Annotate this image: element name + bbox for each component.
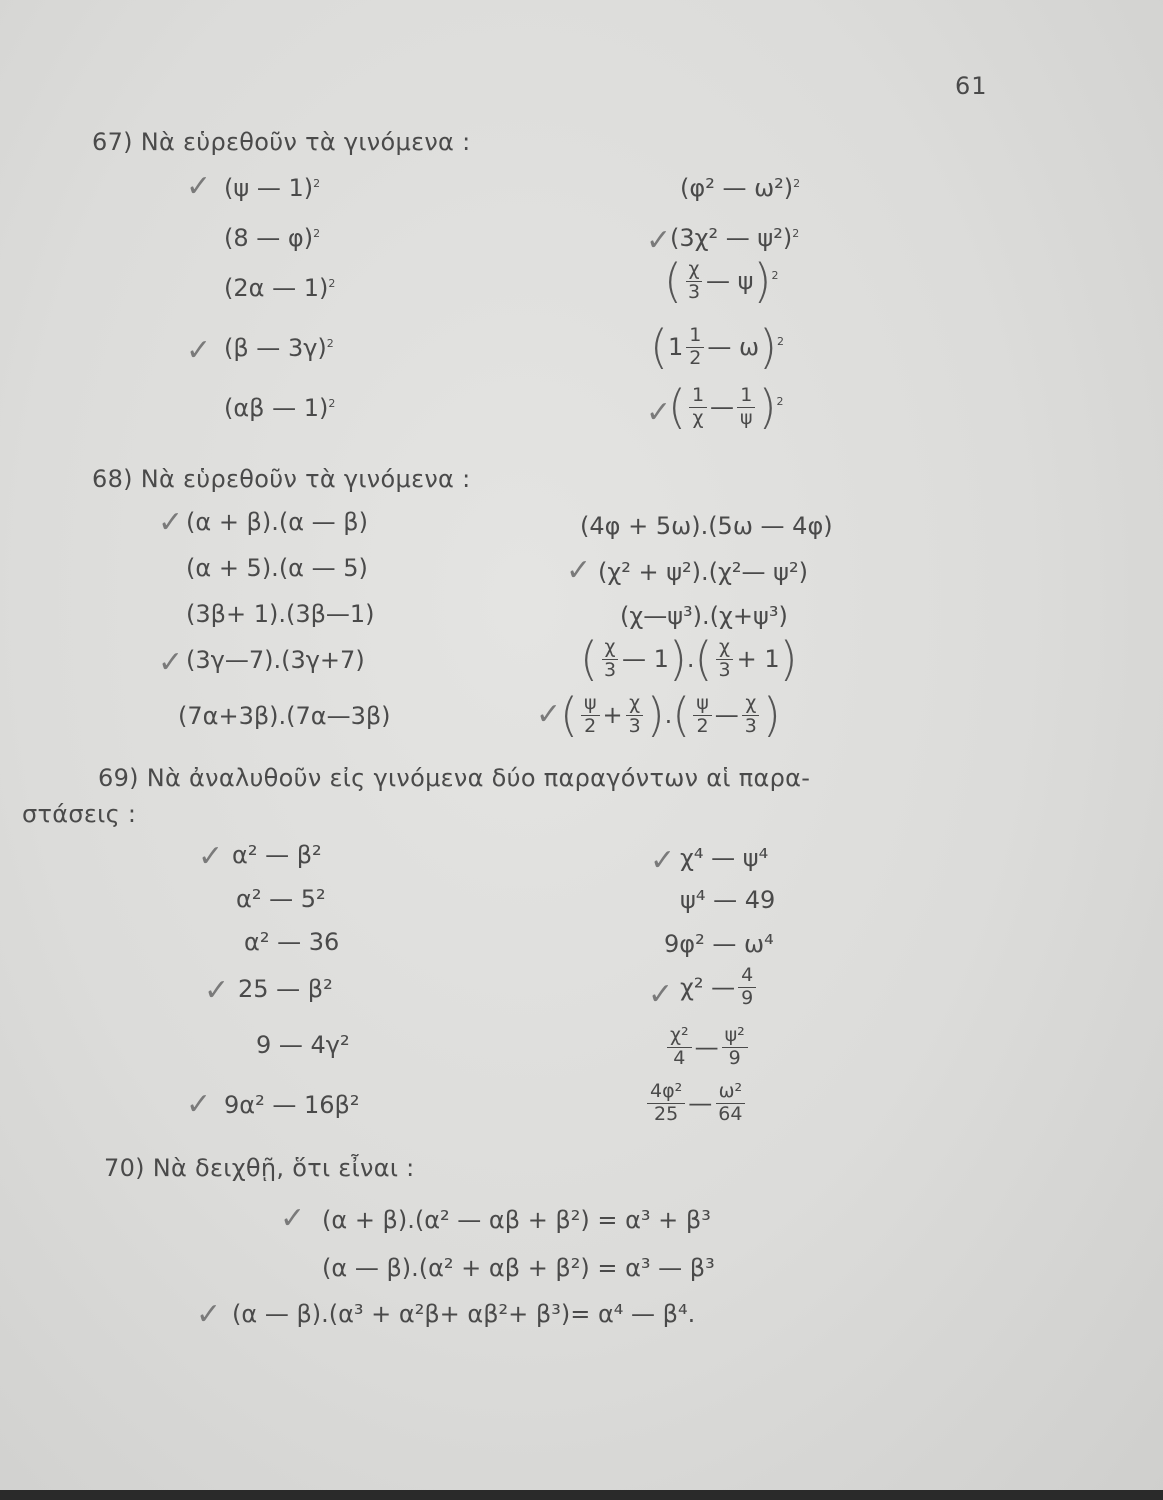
- ex69-right-3: 9φ² — ω⁴: [664, 930, 774, 958]
- ex67-left-1: (ψ — 1)$^2$: [224, 174, 321, 202]
- ex67-right-4: (1 $\frac{1}{2}$ — ω)$^2$: [650, 320, 785, 374]
- fraction: $\frac{\chi}{3}$: [626, 694, 644, 737]
- ex69-left-4: 25 — β²: [238, 975, 333, 1003]
- check-mark-icon: ✓: [566, 553, 592, 588]
- exercise-69-heading-line1: 69) Νὰ ἀναλυθοῦν εἰς γινόμενα δύο παραγόντων αἱ παρα-: [98, 764, 811, 792]
- ex67-right-2: (3χ² — ψ²)$^2$: [670, 224, 800, 252]
- ex67-left-4: (β — 3γ)$^2$: [224, 334, 334, 362]
- check-mark-icon: ✓: [280, 1201, 306, 1236]
- ex68-left-2: (α + 5).(α — 5): [186, 554, 368, 582]
- ex67-left-3: (2α — 1)$^2$: [224, 274, 336, 302]
- exercise-69-heading-line2: στάσεις :: [22, 800, 137, 828]
- fraction: $\frac{\chi}{3}$: [742, 694, 760, 737]
- fraction: $\frac{\chi}{3}$: [716, 638, 734, 681]
- ex67-right-5: ( $\frac{1}{\chi}$ — $\frac{1}{\psi}$ )$^2$: [668, 380, 784, 434]
- ex69-right-2: ψ⁴ — 49: [680, 886, 776, 914]
- page-bottom-edge: [0, 1490, 1163, 1500]
- ex68-left-1: (α + β).(α — β): [186, 508, 368, 536]
- ex69-right-5: $\frac{\text{χ²}}{4}$ — $\frac{\text{ψ²}}{9}$: [664, 1026, 751, 1069]
- ex69-left-2: α² — 5²: [236, 885, 326, 913]
- check-mark-icon: ✓: [204, 973, 230, 1008]
- fraction: $\frac{\text{4φ²}}{25}$: [647, 1082, 685, 1125]
- ex68-right-5: ( $\frac{\psi}{2}$ + $\frac{\chi}{3}$ ).( $\frac{\psi}{2}$ — $\frac{\chi}{3}$ ): [560, 688, 781, 742]
- ex69-left-3: α² — 36: [244, 928, 340, 956]
- fraction: $\frac{1}{\chi}$: [689, 386, 707, 429]
- fraction: $\frac{\text{ψ²}}{9}$: [722, 1026, 748, 1069]
- check-mark-icon: ✓: [536, 697, 562, 732]
- ex68-left-4: (3γ—7).(3γ+7): [186, 646, 365, 674]
- ex67-left-5: (αβ — 1)$^2$: [224, 394, 336, 422]
- check-mark-icon: ✓: [158, 645, 184, 680]
- ex69-left-1: α² — β²: [232, 841, 322, 869]
- ex68-right-2: (χ² + ψ²).(χ²— ψ²): [598, 558, 808, 586]
- ex69-left-6: 9α² — 16β²: [224, 1091, 360, 1119]
- fraction: $\frac{\psi}{2}$: [581, 694, 600, 737]
- ex67-left-2: (8 — φ)$^2$: [224, 224, 321, 252]
- ex68-left-5: (7α+3β).(7α—3β): [178, 702, 391, 730]
- ex68-left-3: (3β+ 1).(3β—1): [186, 600, 375, 628]
- fraction: $\frac{1}{\psi}$: [737, 386, 756, 429]
- ex67-right-3: ( $\frac{\chi}{3}$ — ψ)$^2$: [664, 254, 779, 308]
- ex70-line-1: (α + β).(α² — αβ + β²) = α³ + β³: [322, 1206, 711, 1234]
- exercise-67-heading: 67) Νὰ εὑρεθοῦν τὰ γινόμενα :: [92, 128, 471, 156]
- check-mark-icon: ✓: [158, 505, 184, 540]
- check-mark-icon: ✓: [650, 843, 676, 878]
- check-mark-icon: ✓: [186, 333, 212, 368]
- check-mark-icon: ✓: [186, 169, 212, 204]
- check-mark-icon: ✓: [646, 223, 672, 258]
- page-number: 61: [955, 72, 988, 100]
- check-mark-icon: ✓: [186, 1087, 212, 1122]
- ex69-right-6: $\frac{\text{4φ²}}{25}$ — $\frac{\text{ω²}}{64}$: [644, 1082, 748, 1125]
- ex70-line-3: (α — β).(α³ + α²β+ αβ²+ β³)= α⁴ — β⁴.: [232, 1300, 696, 1328]
- ex68-right-4: ( $\frac{\chi}{3}$ — 1).( $\frac{\chi}{3}$ + 1): [580, 632, 798, 686]
- ex69-left-5: 9 — 4γ²: [256, 1031, 350, 1059]
- ex70-line-2: (α — β).(α² + αβ + β²) = α³ — β³: [322, 1254, 715, 1282]
- fraction: $\frac{\chi}{3}$: [601, 638, 619, 681]
- check-mark-icon: ✓: [196, 1297, 222, 1332]
- ex67-right-1: (φ² — ω²)$^2$: [680, 174, 801, 202]
- ex68-right-3: (χ—ψ³).(χ+ψ³): [620, 602, 788, 630]
- fraction: $\frac{\text{ω²}}{64}$: [715, 1082, 745, 1125]
- fraction: $\frac{\text{χ²}}{4}$: [667, 1026, 692, 1069]
- ex69-right-1: χ⁴ — ψ⁴: [680, 844, 769, 872]
- check-mark-icon: ✓: [648, 977, 674, 1012]
- fraction: $\frac{1}{2}$: [686, 326, 704, 369]
- ex68-right-1: (4φ + 5ω).(5ω — 4φ): [580, 512, 833, 540]
- check-mark-icon: ✓: [646, 395, 672, 430]
- fraction: $\frac{\chi}{3}$: [685, 260, 703, 303]
- exercise-68-heading: 68) Νὰ εὑρεθοῦν τὰ γινόμενα :: [92, 465, 471, 493]
- ex69-right-4: χ² — $\frac{4}{9}$: [680, 966, 759, 1009]
- exercise-70-heading: 70) Νὰ δειχθῇ, ὅτι εἶναι :: [104, 1154, 415, 1182]
- fraction: $\frac{\psi}{2}$: [693, 694, 712, 737]
- fraction: $\frac{4}{9}$: [738, 966, 756, 1009]
- check-mark-icon: ✓: [198, 839, 224, 874]
